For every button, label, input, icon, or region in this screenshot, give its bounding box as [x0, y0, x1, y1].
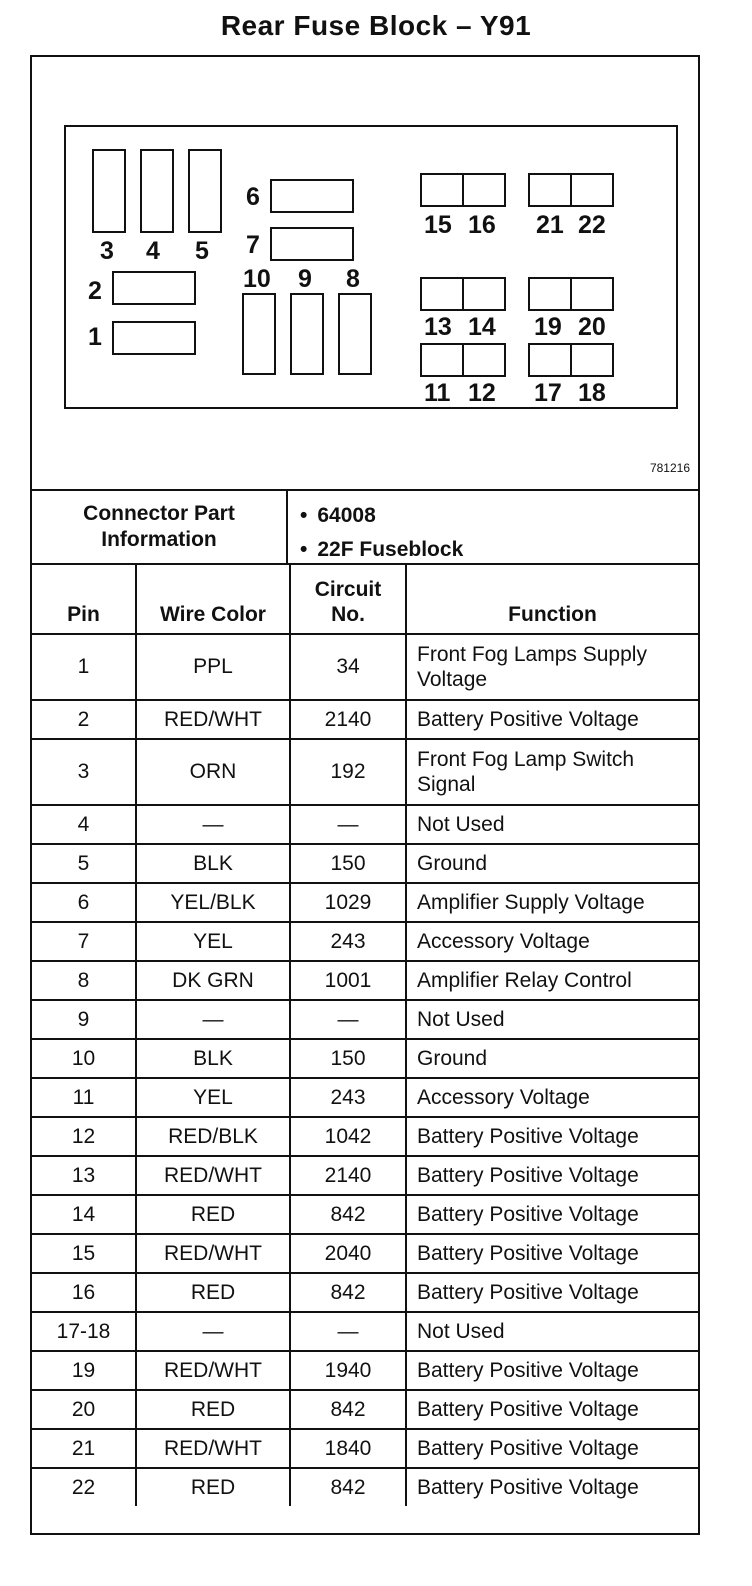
connector-frame	[30, 55, 700, 1535]
header-wire-color: Wire Color	[136, 565, 290, 634]
circuit-cell: 243	[290, 922, 406, 961]
function-cell: Accessory Voltage	[406, 922, 698, 961]
slot-label-11: 11	[424, 379, 451, 407]
table-row	[32, 1429, 698, 1468]
wire-color-cell: RED/WHT	[136, 1429, 290, 1468]
slot-label-17: 17	[534, 379, 562, 407]
fuse-slot-14	[462, 277, 506, 311]
fuse-slot-21	[528, 173, 572, 207]
function-cell: Amplifier Relay Control	[406, 961, 698, 1000]
circuit-cell: 1029	[290, 883, 406, 922]
slot-label-6: 6	[246, 183, 260, 211]
wire-color-cell: —	[136, 1312, 290, 1351]
fuse-slot-16	[462, 173, 506, 207]
circuit-cell: 842	[290, 1468, 406, 1506]
circuit-cell: —	[290, 1312, 406, 1351]
pin-cell: 19	[32, 1351, 136, 1390]
table-header-row	[32, 565, 698, 634]
table-row	[32, 1117, 698, 1156]
function-cell: Battery Positive Voltage	[406, 1273, 698, 1312]
slot-label-15: 15	[424, 211, 452, 239]
table-row	[32, 700, 698, 739]
slot-label-19: 19	[534, 313, 562, 341]
pin-cell: 9	[32, 1000, 136, 1039]
fuse-slot-19	[528, 277, 572, 311]
pin-cell: 2	[32, 700, 136, 739]
table-row	[32, 1039, 698, 1078]
fuse-slot-10	[242, 293, 276, 375]
fuse-slot-18	[570, 343, 614, 377]
table-row	[32, 805, 698, 844]
circuit-cell: 842	[290, 1390, 406, 1429]
wire-color-cell: RED/WHT	[136, 1234, 290, 1273]
fuse-slot-3	[92, 149, 126, 233]
circuit-cell: 1840	[290, 1429, 406, 1468]
wire-color-cell: YEL/BLK	[136, 883, 290, 922]
function-cell: Battery Positive Voltage	[406, 1117, 698, 1156]
slot-label-13: 13	[424, 313, 452, 341]
header-function: Function	[406, 565, 698, 634]
circuit-cell: 34	[290, 634, 406, 700]
wire-color-cell: —	[136, 805, 290, 844]
slot-label-1: 1	[88, 323, 102, 351]
figure-code: 781216	[649, 461, 690, 475]
table-row	[32, 1351, 698, 1390]
slot-label-3: 3	[100, 237, 114, 265]
slot-label-12: 12	[468, 379, 496, 407]
table-row	[32, 1156, 698, 1195]
wire-color-cell: RED	[136, 1195, 290, 1234]
pin-cell: 5	[32, 844, 136, 883]
slot-label-21: 21	[536, 211, 564, 239]
function-cell: Not Used	[406, 1000, 698, 1039]
connector-info-list	[300, 499, 463, 566]
pin-cell: 21	[32, 1429, 136, 1468]
slot-label-22: 22	[578, 211, 606, 239]
fuse-slot-5	[188, 149, 222, 233]
slot-label-5: 5	[195, 237, 209, 265]
connector-part-information	[32, 489, 698, 565]
wire-color-cell: YEL	[136, 1078, 290, 1117]
table-row	[32, 1195, 698, 1234]
fuse-block-diagram	[32, 57, 698, 489]
fuse-slot-1	[112, 321, 196, 355]
circuit-cell: —	[290, 805, 406, 844]
table-row	[32, 1468, 698, 1506]
wire-color-cell: BLK	[136, 844, 290, 883]
pin-cell: 20	[32, 1390, 136, 1429]
circuit-cell: 150	[290, 844, 406, 883]
fuse-slot-11	[420, 343, 464, 377]
function-cell: Battery Positive Voltage	[406, 1429, 698, 1468]
fuse-slot-2	[112, 271, 196, 305]
pin-cell: 4	[32, 805, 136, 844]
pin-cell: 13	[32, 1156, 136, 1195]
function-cell: Battery Positive Voltage	[406, 1351, 698, 1390]
fuse-slot-15	[420, 173, 464, 207]
table-row	[32, 922, 698, 961]
wire-color-cell: RED/BLK	[136, 1117, 290, 1156]
wire-color-cell: —	[136, 1000, 290, 1039]
pin-cell: 10	[32, 1039, 136, 1078]
table-row	[32, 1390, 698, 1429]
function-cell: Ground	[406, 1039, 698, 1078]
circuit-cell: —	[290, 1000, 406, 1039]
circuit-cell: 2040	[290, 1234, 406, 1273]
pin-cell: 12	[32, 1117, 136, 1156]
wire-color-cell: RED	[136, 1390, 290, 1429]
function-cell: Not Used	[406, 805, 698, 844]
header-circuit: Circuit No.	[290, 565, 406, 634]
table-row	[32, 1234, 698, 1273]
fuse-slot-4	[140, 149, 174, 233]
slot-label-10: 10	[243, 265, 271, 293]
fuse-slot-7	[270, 227, 354, 261]
fuse-slot-6	[270, 179, 354, 213]
function-cell: Battery Positive Voltage	[406, 700, 698, 739]
slot-label-16: 16	[468, 211, 496, 239]
wire-color-cell: BLK	[136, 1039, 290, 1078]
pin-cell: 6	[32, 883, 136, 922]
table-row	[32, 883, 698, 922]
function-cell: Battery Positive Voltage	[406, 1195, 698, 1234]
pin-cell: 16	[32, 1273, 136, 1312]
circuit-cell: 2140	[290, 700, 406, 739]
pin-cell: 14	[32, 1195, 136, 1234]
function-cell: Front Fog Lamp Switch Signal	[406, 739, 698, 805]
pin-cell: 1	[32, 634, 136, 700]
circuit-cell: 1940	[290, 1351, 406, 1390]
connector-info-item: • 22F Fuseblock	[300, 533, 463, 567]
function-cell: Ground	[406, 844, 698, 883]
connector-info-label: Connector Part Information	[32, 491, 288, 563]
function-cell: Amplifier Supply Voltage	[406, 883, 698, 922]
page-title: Rear Fuse Block – Y91	[220, 10, 532, 41]
pin-cell: 22	[32, 1468, 136, 1506]
circuit-cell: 1042	[290, 1117, 406, 1156]
circuit-cell: 192	[290, 739, 406, 805]
slot-label-20: 20	[578, 313, 606, 341]
pin-cell: 3	[32, 739, 136, 805]
fuse-slot-20	[570, 277, 614, 311]
table-row	[32, 844, 698, 883]
slot-label-4: 4	[146, 237, 160, 265]
function-cell: Battery Positive Voltage	[406, 1468, 698, 1506]
wire-color-cell: RED	[136, 1468, 290, 1506]
table-row	[32, 1312, 698, 1351]
slot-label-2: 2	[88, 277, 102, 305]
pin-cell: 15	[32, 1234, 136, 1273]
circuit-cell: 150	[290, 1039, 406, 1078]
table-row	[32, 739, 698, 805]
function-cell: Accessory Voltage	[406, 1078, 698, 1117]
function-cell: Battery Positive Voltage	[406, 1390, 698, 1429]
fuse-slot-17	[528, 343, 572, 377]
pin-cell: 8	[32, 961, 136, 1000]
pin-cell: 7	[32, 922, 136, 961]
circuit-cell: 243	[290, 1078, 406, 1117]
circuit-cell: 1001	[290, 961, 406, 1000]
wire-color-cell: ORN	[136, 739, 290, 805]
pin-cell: 11	[32, 1078, 136, 1117]
slot-label-9: 9	[298, 265, 312, 293]
circuit-cell: 842	[290, 1273, 406, 1312]
table-row	[32, 961, 698, 1000]
function-cell: Battery Positive Voltage	[406, 1156, 698, 1195]
pin-cell: 17-18	[32, 1312, 136, 1351]
wire-color-cell: RED/WHT	[136, 1351, 290, 1390]
table-row	[32, 634, 698, 700]
table-row	[32, 1273, 698, 1312]
fuse-slot-8	[338, 293, 372, 375]
fuse-slot-9	[290, 293, 324, 375]
table-row	[32, 1078, 698, 1117]
wire-color-cell: RED/WHT	[136, 1156, 290, 1195]
function-cell: Not Used	[406, 1312, 698, 1351]
connector-info-item: • 64008	[300, 499, 463, 533]
function-cell: Battery Positive Voltage	[406, 1234, 698, 1273]
fuse-slot-12	[462, 343, 506, 377]
pinout-table	[32, 565, 698, 1506]
function-cell: Front Fog Lamps Supply Voltage	[406, 634, 698, 700]
fuse-slot-22	[570, 173, 614, 207]
wire-color-cell: RED	[136, 1273, 290, 1312]
slot-label-7: 7	[246, 231, 260, 259]
header-pin: Pin	[32, 565, 136, 634]
wire-color-cell: YEL	[136, 922, 290, 961]
slot-label-8: 8	[346, 265, 360, 293]
wire-color-cell: DK GRN	[136, 961, 290, 1000]
fuse-slot-13	[420, 277, 464, 311]
table-row	[32, 1000, 698, 1039]
wire-color-cell: PPL	[136, 634, 290, 700]
circuit-cell: 842	[290, 1195, 406, 1234]
wire-color-cell: RED/WHT	[136, 700, 290, 739]
slot-label-14: 14	[468, 313, 496, 341]
circuit-cell: 2140	[290, 1156, 406, 1195]
slot-label-18: 18	[578, 379, 606, 407]
